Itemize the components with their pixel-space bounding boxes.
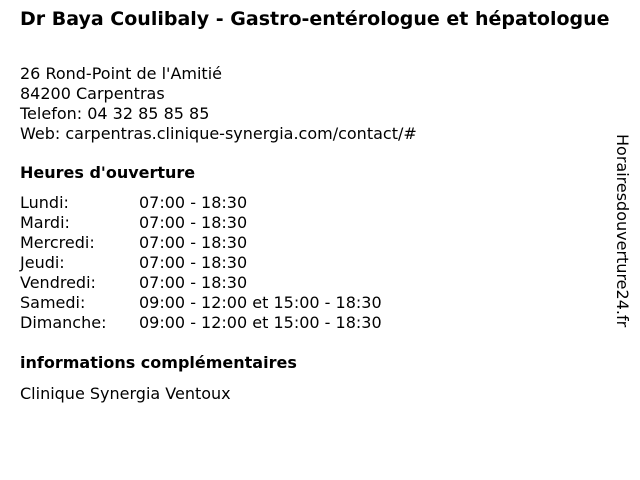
phone-number: Telefon: 04 32 85 85 85 (20, 104, 210, 123)
page-title: Dr Baya Coulibaly - Gastro-entérologue et hépatologue (20, 8, 610, 30)
hours-time: 09:00 - 12:00 et 15:00 - 18:30 (139, 293, 382, 312)
hours-time: 07:00 - 18:30 (139, 213, 248, 232)
site-watermark: Horairesdouverture24.fr (613, 134, 632, 328)
address-block (20, 64, 417, 144)
website-link: Web: carpentras.clinique-synergia.com/contact/# (20, 124, 417, 143)
additional-info-heading: informations complémentaires (20, 353, 297, 372)
hours-row-mercredi (20, 233, 382, 253)
hours-day: Jeudi: (20, 253, 65, 272)
hours-day: Samedi: (20, 293, 86, 312)
hours-time: 07:00 - 18:30 (139, 193, 248, 212)
hours-time: 07:00 - 18:30 (139, 233, 248, 252)
street-address: 26 Rond-Point de l'Amitié (20, 64, 222, 83)
hours-row-dimanche (20, 313, 382, 333)
hours-day: Mardi: (20, 213, 70, 232)
hours-day: Dimanche: (20, 313, 107, 332)
hours-time: 07:00 - 18:30 (139, 273, 248, 292)
hours-day: Vendredi: (20, 273, 96, 292)
hours-row-mardi (20, 213, 382, 233)
hours-time: 09:00 - 12:00 et 15:00 - 18:30 (139, 313, 382, 332)
hours-day: Lundi: (20, 193, 69, 212)
hours-row-jeudi (20, 253, 382, 273)
hours-row-samedi (20, 293, 382, 313)
opening-hours-table (20, 193, 382, 333)
hours-row-lundi (20, 193, 382, 213)
opening-hours-heading: Heures d'ouverture (20, 163, 196, 182)
city-address: 84200 Carpentras (20, 84, 165, 103)
hours-row-vendredi (20, 273, 382, 293)
hours-time: 07:00 - 18:30 (139, 253, 248, 272)
hours-day: Mercredi: (20, 233, 95, 252)
additional-info-text: Clinique Synergia Ventoux (20, 384, 231, 403)
